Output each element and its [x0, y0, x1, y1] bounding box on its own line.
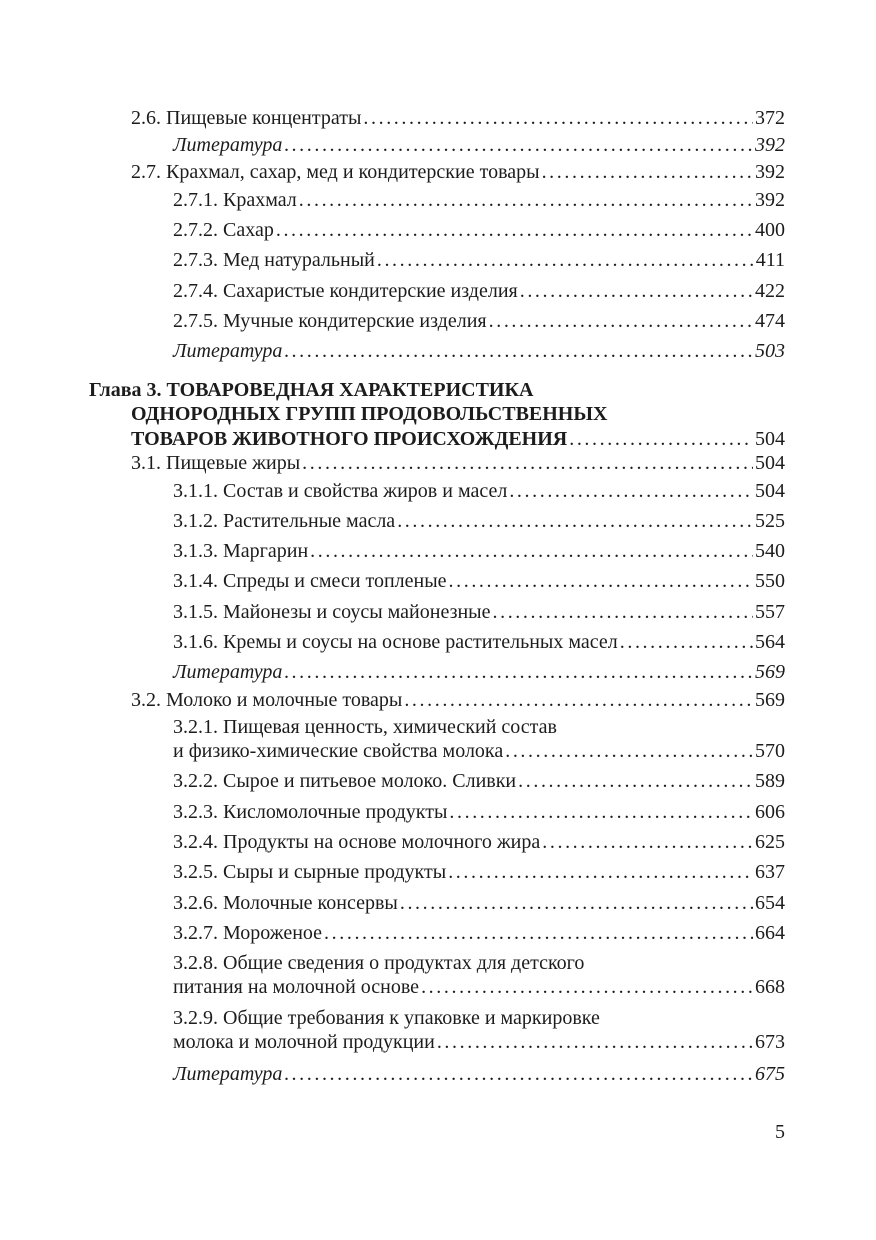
toc-title: 2.7.2. Сахар	[173, 219, 274, 241]
toc-title: 2.7.3. Мед натуральный	[173, 249, 375, 271]
toc-page-number: 372	[755, 107, 785, 129]
toc-entry-3-2-3	[173, 800, 785, 824]
leader-dots	[284, 660, 753, 684]
toc-page-number: 392	[755, 161, 785, 183]
leader-dots	[310, 539, 753, 563]
toc-page-number: 474	[755, 310, 785, 332]
leader-dots	[284, 339, 753, 363]
toc-page-number: 400	[755, 219, 785, 241]
toc-title: 3.2.4. Продукты на основе молочного жира	[173, 831, 541, 853]
toc-page-number: 557	[755, 601, 785, 623]
toc-page-number: 392	[755, 189, 785, 211]
leader-dots	[448, 860, 753, 884]
toc-entry-3-2-7	[173, 921, 785, 945]
page-number: 5	[775, 1121, 785, 1143]
leader-dots	[400, 891, 753, 915]
toc-entry-2-7-4	[173, 279, 785, 303]
toc-title: Литература	[173, 134, 283, 156]
toc-page-number: 411	[755, 249, 785, 271]
leader-dots	[542, 160, 753, 184]
leader-dots	[437, 1030, 753, 1054]
toc-page-number: 550	[755, 570, 785, 592]
toc-entry-3-1-literature	[173, 660, 785, 684]
toc-entry-3-2-8	[173, 975, 785, 999]
toc-entry-2-7-1	[173, 188, 785, 212]
leader-dots	[542, 830, 753, 854]
toc-entry-3-2-literature	[173, 1062, 785, 1086]
toc-title: 3.1.2. Растительные масла	[173, 510, 396, 532]
toc-entry-chapter-3	[131, 427, 785, 451]
chapter-3-heading-line-2: ОДНОРОДНЫХ ГРУПП ПРОДОВОЛЬСТВЕННЫХ	[131, 403, 608, 425]
toc-entry-3-2	[131, 688, 785, 712]
toc-page-number: 422	[755, 280, 785, 302]
toc-title: 2.7. Крахмал, сахар, мед и кондитерские товары	[131, 161, 540, 183]
toc-page-number: 503	[755, 340, 785, 362]
leader-dots	[620, 630, 753, 654]
toc-entry-2-7	[131, 160, 785, 184]
toc-title: 3.2.6. Молочные консервы	[173, 892, 398, 914]
toc-page-number: 504	[755, 480, 785, 502]
toc-title: питания на молочной основе	[173, 976, 420, 998]
toc-entry-2-6	[131, 106, 785, 130]
toc-entry-3-1-6	[173, 630, 785, 654]
toc-entry-2-7-literature	[173, 339, 785, 363]
toc-entry-3-1-4	[173, 569, 785, 593]
leader-dots	[493, 600, 754, 624]
toc-entry-3-2-1	[173, 739, 785, 763]
toc-entry-2-7-5	[173, 309, 785, 333]
leader-dots	[509, 479, 753, 503]
leader-dots	[302, 451, 753, 475]
leader-dots	[505, 739, 753, 763]
leader-dots	[276, 218, 753, 242]
toc-title: Литература	[173, 340, 283, 362]
leader-dots	[397, 509, 753, 533]
toc-page-number: 525	[755, 510, 785, 532]
toc-entry-3-2-4	[173, 830, 785, 854]
toc-title: 2.7.5. Мучные кондитерские изделия	[173, 310, 487, 332]
leader-dots	[569, 427, 753, 451]
toc-title: 3.1.6. Кремы и соусы на основе растительных масел	[173, 631, 618, 653]
toc-entry-3-2-9-line-1: 3.2.9. Общие требования к упаковке и маркировке	[173, 1007, 600, 1029]
toc-entry-3-2-2	[173, 769, 785, 793]
toc-page-number: 570	[755, 740, 785, 762]
toc-title: 2.7.4. Сахаристые кондитерские изделия	[173, 280, 518, 302]
toc-entry-3-2-8-line-1: 3.2.8. Общие сведения о продуктах для детского	[173, 952, 585, 974]
leader-dots	[449, 569, 753, 593]
leader-dots	[518, 769, 753, 793]
toc-page-number: 637	[755, 861, 785, 883]
toc-title: 2.6. Пищевые концентраты	[131, 107, 362, 129]
toc-entry-3-1-5	[173, 600, 785, 624]
toc-entry-2-7-3	[173, 248, 785, 272]
toc-page-number: 673	[755, 1031, 785, 1053]
toc-title: 3.1.3. Маргарин	[173, 540, 309, 562]
toc-entry-2-6-literature	[173, 133, 785, 157]
leader-dots	[324, 921, 753, 945]
leader-dots	[377, 248, 754, 272]
toc-title: Литература	[173, 661, 283, 683]
toc-entry-3-2-5	[173, 860, 785, 884]
toc-entry-3-1-3	[173, 539, 785, 563]
toc-title: 3.2.2. Сырое и питьевое молоко. Сливки	[173, 770, 517, 792]
toc-title: 3.2.3. Кисломолочные продукты	[173, 801, 448, 823]
toc-page-number: 540	[755, 540, 785, 562]
toc-title: 3.2. Молоко и молочные товары	[131, 689, 403, 711]
toc-entry-3-1	[131, 451, 785, 475]
toc-title: 3.1.1. Состав и свойства жиров и масел	[173, 480, 508, 502]
leader-dots	[449, 800, 753, 824]
toc-page-number: 589	[755, 770, 785, 792]
toc-entry-3-2-1-line-1: 3.2.1. Пищевая ценность, химический состав	[173, 716, 557, 738]
toc-page-number: 675	[755, 1063, 785, 1085]
toc-title: молока и молочной продукции	[173, 1031, 435, 1053]
leader-dots	[363, 106, 753, 130]
chapter-3-heading-line-1: Глава 3. ТОВАРОВЕДНАЯ ХАРАКТЕРИСТИКА	[89, 379, 534, 401]
toc-page-number: 668	[755, 976, 785, 998]
leader-dots	[520, 279, 753, 303]
toc-entry-3-2-6	[173, 891, 785, 915]
toc-title: 3.1.4. Спреды и смеси топленые	[173, 570, 447, 592]
chapter-3-heading-line-3: ТОВАРОВ ЖИВОТНОГО ПРОИСХОЖДЕНИЯ	[131, 428, 568, 450]
toc-page-number: 392	[755, 134, 785, 156]
toc-entry-3-1-2	[173, 509, 785, 533]
toc-page-number: 564	[755, 631, 785, 653]
toc-title: Литература	[173, 1063, 283, 1085]
leader-dots	[404, 688, 753, 712]
toc-page-number: 625	[755, 831, 785, 853]
toc-title: 3.1. Пищевые жиры	[131, 452, 301, 474]
toc-entry-2-7-2	[173, 218, 785, 242]
leader-dots	[299, 188, 753, 212]
leader-dots	[489, 309, 753, 333]
toc-page-number: 569	[755, 689, 785, 711]
toc-page-number: 504	[755, 452, 785, 474]
toc-entry-3-1-1	[173, 479, 785, 503]
toc-page-number: 606	[755, 801, 785, 823]
toc-page-number: 664	[755, 922, 785, 944]
toc-page-number: 569	[755, 661, 785, 683]
leader-dots	[421, 975, 753, 999]
toc-page-number: 654	[755, 892, 785, 914]
toc-title: 3.2.5. Сыры и сырные продукты	[173, 861, 447, 883]
toc-entry-3-2-9	[173, 1030, 785, 1054]
leader-dots	[284, 133, 753, 157]
toc-title: 3.1.5. Майонезы и соусы майонезные	[173, 601, 491, 623]
leader-dots	[284, 1062, 753, 1086]
toc-page-number: 504	[755, 428, 785, 450]
toc-title: 2.7.1. Крахмал	[173, 189, 297, 211]
toc-title: 3.2.7. Мороженое	[173, 922, 323, 944]
toc-title: и физико-химические свойства молока	[173, 740, 504, 762]
